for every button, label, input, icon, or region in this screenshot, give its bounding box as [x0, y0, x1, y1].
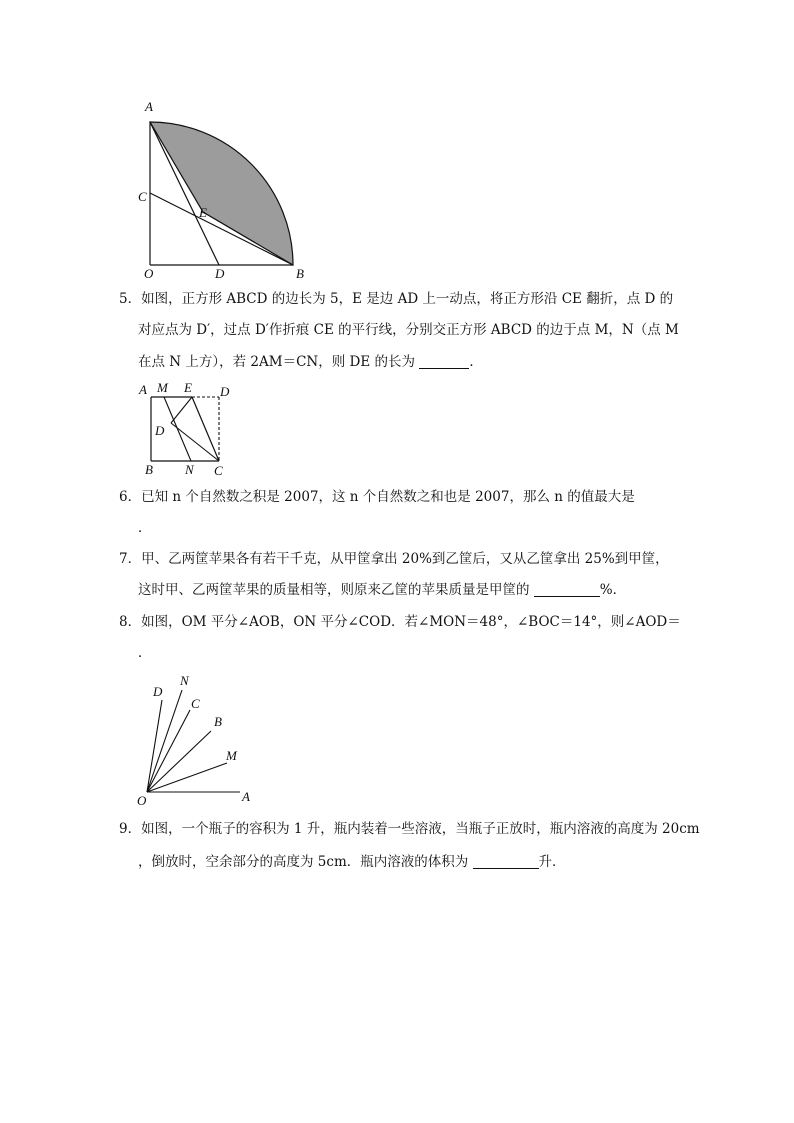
label-C: C: [138, 189, 147, 204]
label-B: B: [296, 266, 304, 281]
q5-answer-blank[interactable]: [419, 354, 469, 369]
q7-answer-blank[interactable]: [534, 582, 600, 597]
q9-text-2-end: 升．: [538, 854, 566, 870]
square-fold-figure: [137, 378, 237, 478]
label-B: B: [214, 714, 222, 729]
label-D: D: [215, 266, 225, 281]
label-O: O: [137, 793, 147, 808]
q5-line-2: [138, 320, 708, 340]
label-A: A: [145, 99, 153, 114]
q7-text-2-end: %．: [599, 582, 627, 598]
q7-number: 7．: [119, 551, 142, 567]
angle-rays-figure: [130, 668, 260, 813]
label-D-top: D: [220, 384, 230, 399]
q5-line-3: [138, 352, 708, 372]
label-O: O: [144, 266, 154, 281]
label-A: A: [139, 382, 147, 397]
ray-OB: [147, 731, 211, 792]
q6-text-2: ．: [138, 520, 152, 536]
label-A: A: [242, 789, 250, 804]
q7-text-1: 甲、乙两筐苹果各有若干千克，从甲筐拿出 20%到乙筐后，又从乙筐拿出 25%到甲筐，: [141, 551, 669, 567]
q6-text-1: 已知 n 个自然数之积是 2007，这 n 个自然数之和也是 2007，那么 n 的值最大是: [141, 489, 635, 505]
q5-text-2: 对应点为 D′，过点 D′作折痕 CE 的平行线，分别交正方形 ABCD 的边于点 M，N（点 M: [138, 322, 679, 338]
label-M: M: [226, 748, 237, 763]
q8-text-2: ．: [138, 645, 152, 661]
q5-text-3-end: ．: [469, 354, 483, 370]
label-E: E: [184, 380, 192, 395]
q8-text-1: 如图，OM 平分∠AOB，ON 平分∠COD．若∠MON＝48°，∠BOC＝14°，则∠AOD＝: [141, 614, 681, 630]
q9-line-1: [119, 819, 700, 839]
label-D-prime: D: [155, 423, 165, 438]
q5-line-1: [119, 289, 689, 309]
label-E: E: [199, 205, 207, 220]
q7-text-2: 这时甲、乙两筐苹果的质量相等，则原来乙筐的苹果质量是甲筐的: [138, 582, 530, 598]
ray-ON: [147, 690, 182, 792]
q5-text-3: 在点 N 上方），若 2AM＝CN，则 DE 的长为: [138, 354, 416, 370]
label-C: C: [191, 696, 200, 711]
q9-number: 9．: [119, 821, 142, 837]
label-C: C: [214, 463, 223, 478]
q7-line-1: [119, 549, 689, 569]
label-N: N: [185, 462, 194, 477]
fold-CE: [192, 397, 219, 461]
segment-MN: [164, 397, 191, 461]
q8-number: 8．: [119, 614, 142, 630]
segment-CD-prime: [171, 423, 219, 461]
q5-text-1: 如图，正方形 ABCD 的边长为 5，E 是边 AD 上一动点，将正方形沿 CE 翻折，点 D 的: [141, 291, 674, 307]
q5-number: 5．: [119, 291, 142, 307]
label-N: N: [180, 673, 189, 688]
ray-OM: [147, 763, 227, 792]
q8-line-1: [119, 612, 689, 632]
q9-answer-blank[interactable]: [473, 854, 539, 869]
label-D: D: [153, 684, 163, 699]
q8-line-2: [138, 643, 708, 663]
sector-figure: [135, 95, 315, 285]
q9-text-2: ，倒放时，空余部分的高度为 5cm．瓶内溶液的体积为: [138, 854, 469, 870]
q9-text-1: 如图，一个瓶子的容积为 1 升，瓶内装着一些溶液，当瓶子正放时，瓶内溶液的高度为 20cm: [141, 821, 700, 837]
shaded-region: [150, 122, 293, 265]
label-M: M: [157, 380, 168, 395]
q6-number: 6．: [119, 489, 142, 505]
segment-ED-prime: [171, 397, 192, 423]
q6-line-2: [138, 518, 708, 538]
q6-line-1: [119, 487, 689, 507]
label-B: B: [145, 462, 153, 477]
q9-line-2: [138, 852, 708, 872]
q7-line-2: [138, 580, 708, 600]
